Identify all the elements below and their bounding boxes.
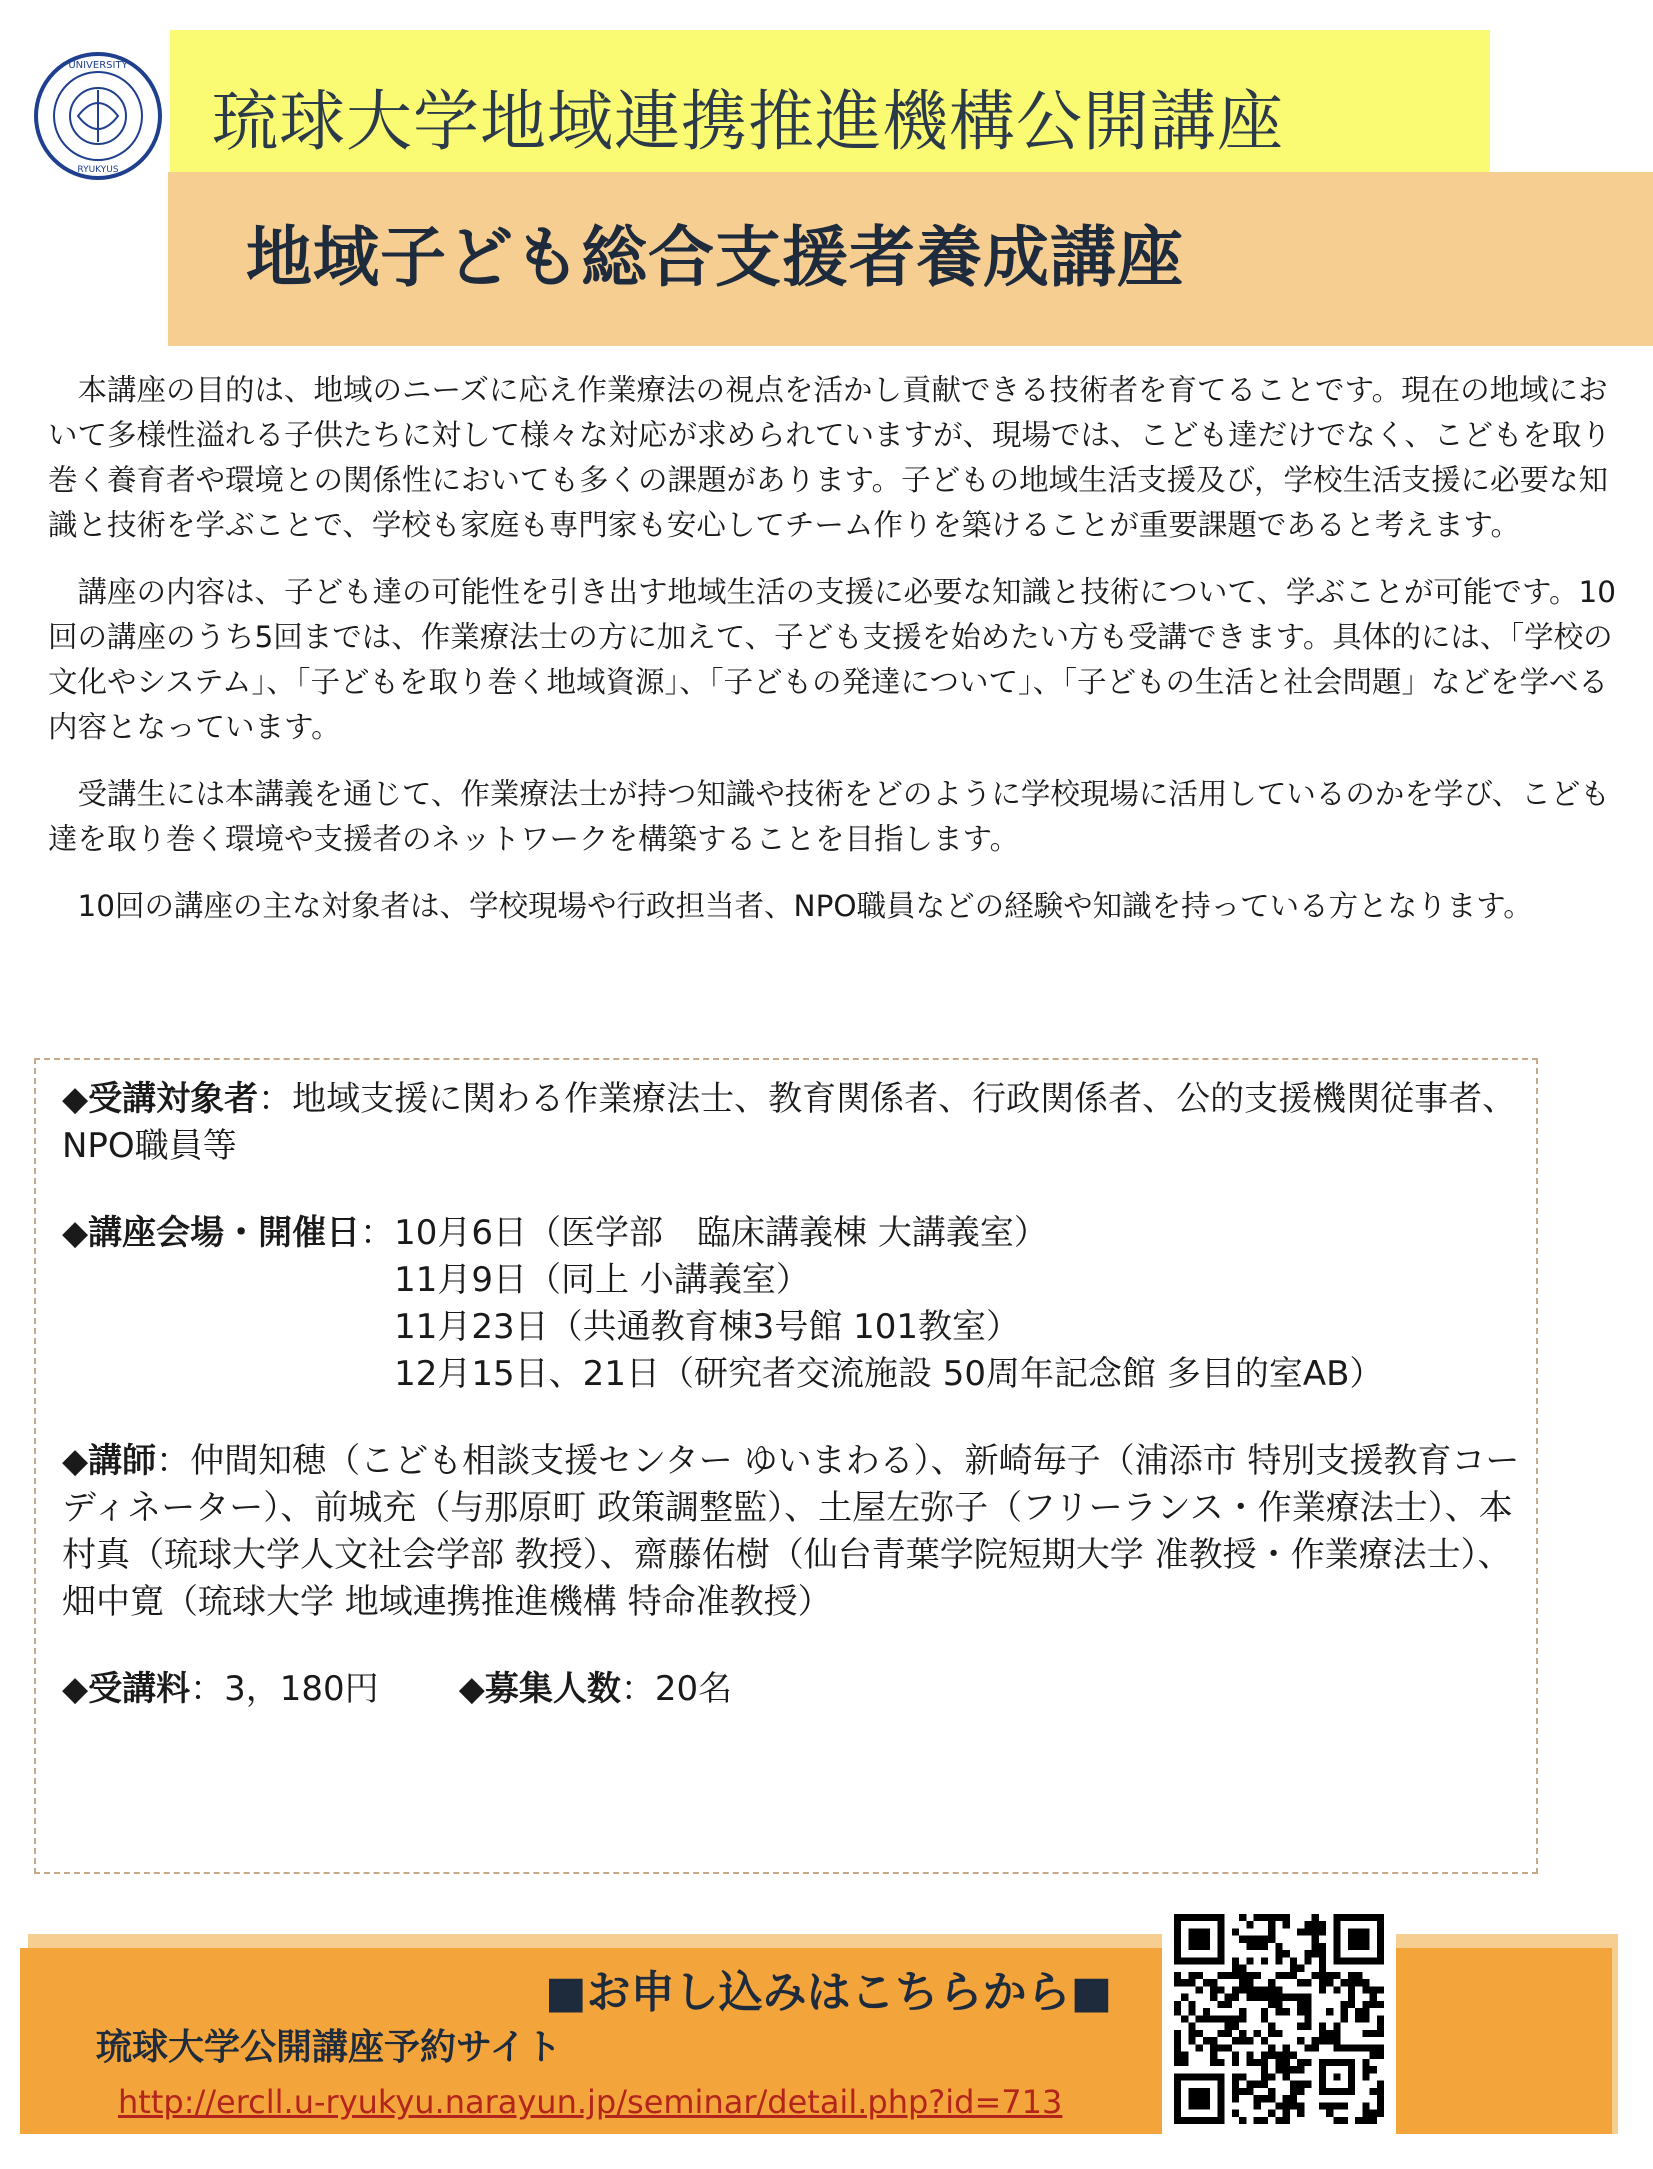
capacity-label: ◆募集人数 (458, 1669, 621, 1709)
reservation-site-label: 琉球大学公開講座予約サイト (96, 2027, 562, 2068)
venue-date-4: 12月15日、21日（研究者交流施設 50周年記念館 多目的室AB） (394, 1354, 1384, 1394)
venue-section (62, 1210, 1532, 1398)
venue-date-3: 11月23日（共通教育棟3号館 101教室） (394, 1307, 1021, 1347)
lecturer-label: ◆講師 (62, 1441, 157, 1481)
intro-paragraph-1: 本講座の目的は、地域のニーズに応え作業療法の視点を活かし貢献できる技術者を育てることです。現在の地域において多様性溢れる子供たちに対して様々な対応が求められていますが、現場では、こども達だけでなく、こどもを取り巻く養育者や環境との関係性においても多くの課題があります。子どもの地域生活支援及び，学校生活支援に必要な知識と技術を学ぶことで、学校も家庭も専門家も安心してチーム作りを築けることが重要課題であると考えます。 (48, 373, 1611, 542)
apply-heading: ■お申し込みはこちらから■ (545, 1967, 1113, 2018)
target-value: ：地域支援に関わる作業療法士、教育関係者、行政関係者、公的支援機関従事者、NPO職員等 (62, 1079, 1517, 1166)
course-info (62, 1076, 1532, 1753)
qr-code-icon[interactable] (1162, 1902, 1396, 2136)
course-title: 地域子ども総合支援者養成講座 (246, 219, 1184, 296)
svg-text:UNIVERSITY: UNIVERSITY (68, 60, 128, 71)
fee-label: ◆受講料 (62, 1669, 191, 1709)
fee-section (62, 1666, 1532, 1713)
svg-text:RYUKYUS: RYUKYUS (77, 165, 119, 175)
intro-text (48, 368, 1618, 951)
lecturer-section (62, 1438, 1532, 1626)
venue-list (394, 1210, 1383, 1398)
lecturer-value: ：仲間知穂（こども相談支援センター ゆいまわる）、新崎毎子（浦添市 特別支援教育コーディネーター）、前城充（与那原町 政策調整監）、土屋左弥子（フリーランス・作業療法士）、本村真（琉球大学人文社会学部 教授）、齋藤佑樹（仙台青葉学院短期大学 准教授・作業療法士）、畑中寛（琉球大学 地域連携推進機構 特命准教授） (62, 1441, 1520, 1622)
venue-date-1: 10月6日（医学部 臨床講義棟 大講義室） (394, 1213, 1048, 1253)
target-section (62, 1076, 1532, 1170)
intro-paragraph-4: 10回の講座の主な対象者は、学校現場や行政担当者、NPO職員などの経験や知識を持っている方となります。 (77, 889, 1533, 923)
venue-date-2: 11月9日（同上 小講義室） (394, 1260, 810, 1300)
venue-colon: ： (360, 1213, 395, 1253)
intro-paragraph-3: 受講生には本講義を通じて、作業療法士が持つ知識や技術をどのように学校現場に活用しているのかを学び、こども達を取り巻く環境や支援者のネットワークを構築することを目指します。 (48, 777, 1610, 856)
venue-label: ◆講座会場・開催日 (62, 1213, 361, 1253)
university-seal-logo (32, 50, 164, 182)
reservation-link[interactable]: http://ercll.u-ryukyu.narayun.jp/seminar/detail.php?id=713 (118, 2083, 1063, 2121)
capacity-value: ：20名 (620, 1669, 733, 1709)
intro-paragraph-2: 講座の内容は、子ども達の可能性を引き出す地域生活の支援に必要な知識と技術について、学ぶことが可能です。10回の講座のうち5回までは、作業療法士の方に加えて、子ども支援を始めたい方も受講できます。具体的には、「学校の文化やシステム」、「子どもを取り巻く地域資源」、「子どもの発達について」、「子どもの生活と社会問題」などを学べる内容となっています。 (48, 575, 1616, 744)
fee-value: ：3，180円 (190, 1669, 379, 1709)
target-label: ◆受講対象者 (62, 1079, 259, 1119)
page-title: 琉球大学地域連携推進機構公開講座 (212, 83, 1284, 160)
